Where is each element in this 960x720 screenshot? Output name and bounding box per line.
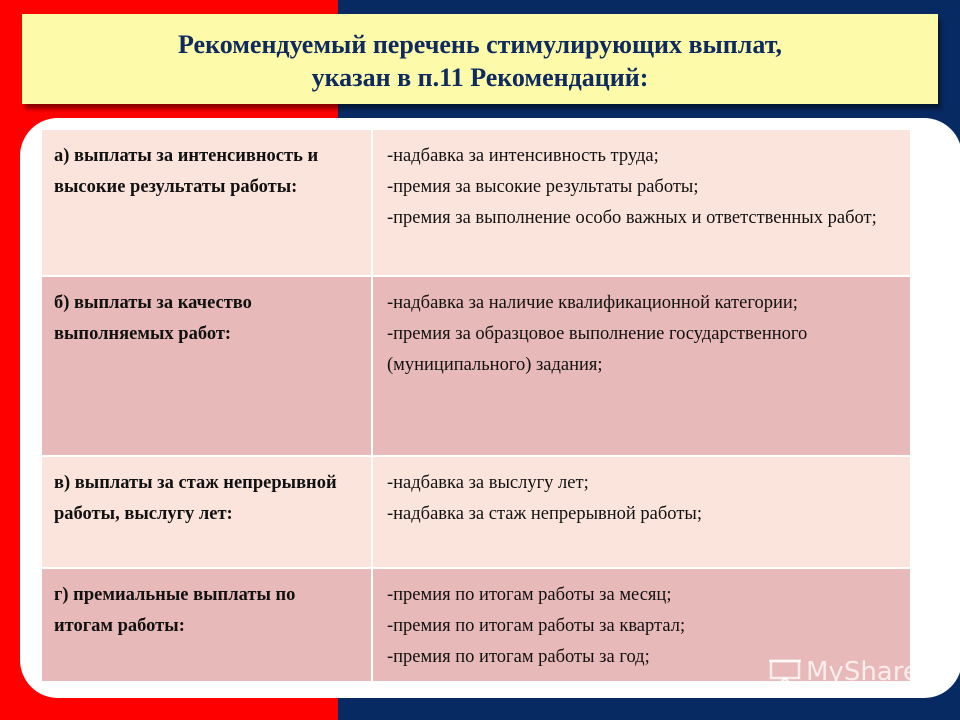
list-item: -премия по итогам работы за месяц; <box>387 585 672 605</box>
watermark-text: MyShared <box>806 656 936 687</box>
list-item: -премия за выполнение особо важных и ответственных работ; <box>387 208 877 228</box>
table-row <box>42 456 910 568</box>
list-item: -надбавка за интенсивность труда; <box>387 146 659 166</box>
list-item: -надбавка за выслугу лет; <box>387 473 589 493</box>
category-cell: в) выплаты за стаж непрерывной работы, выслугу лет: <box>42 456 372 568</box>
items-cell <box>372 276 910 456</box>
list-item: -надбавка за наличие квалификационной категории; <box>387 293 798 313</box>
list-item: -надбавка за стаж непрерывной работы; <box>387 504 702 524</box>
table-row <box>42 276 910 456</box>
items-cell <box>372 456 910 568</box>
list-item: -премия за образцовое выполнение государственного (муниципального) задания; <box>387 324 808 375</box>
presentation-board-icon <box>768 657 802 687</box>
watermark <box>768 656 948 696</box>
list-item: -премия за высокие результаты работы; <box>387 177 699 197</box>
category-cell: г) премиальные выплаты по итогам работы: <box>42 568 372 682</box>
category-cell: б) выплаты за качество выполняемых работ: <box>42 276 372 456</box>
slide-title-line-2: указан в п.11 Рекомендаций: <box>311 63 649 92</box>
slide-title-box <box>22 14 938 104</box>
table-row <box>42 130 910 276</box>
slide-title-line-1: Рекомендуемый перечень стимулирующих выплат, <box>177 30 783 59</box>
items-cell <box>372 130 910 276</box>
list-item: -премия по итогам работы за квартал; <box>387 616 686 636</box>
payments-table <box>42 130 910 683</box>
category-cell: а) выплаты за интенсивность и высокие результаты работы: <box>42 130 372 276</box>
list-item: -премия по итогам работы за год; <box>387 647 650 667</box>
